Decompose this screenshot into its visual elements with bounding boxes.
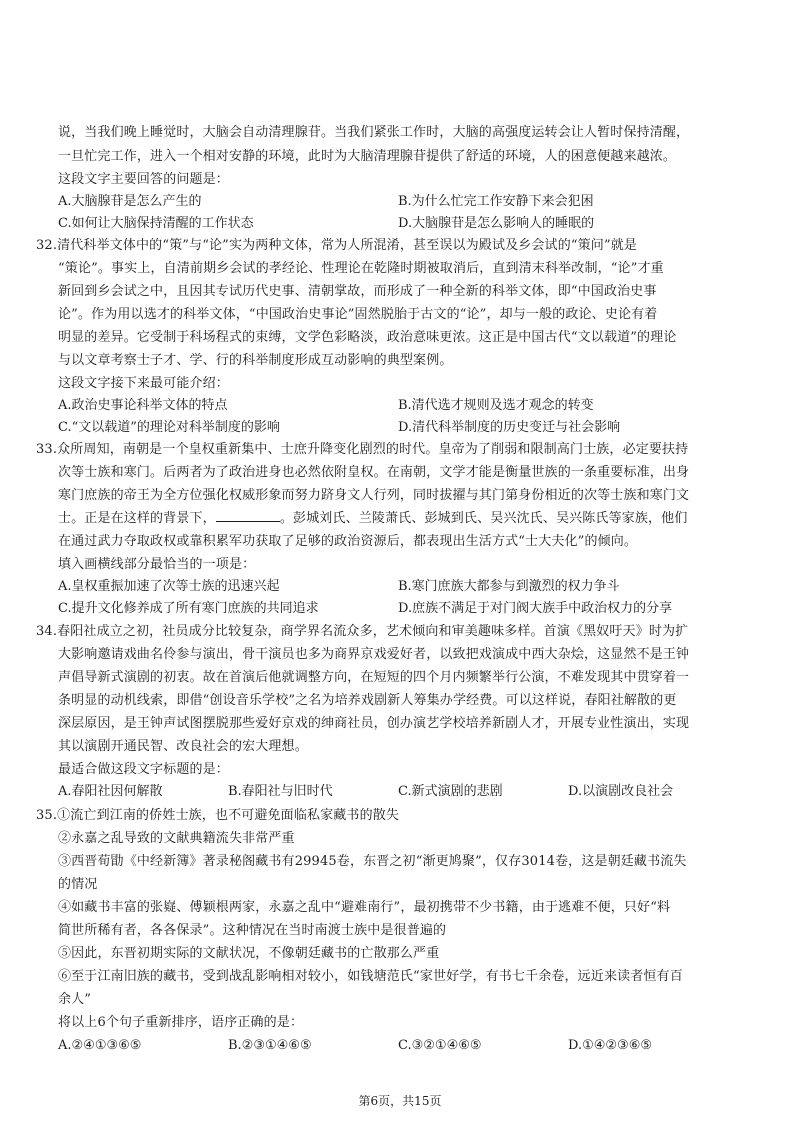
passage-text: 士。正是在这样的背景下， xyxy=(58,511,216,526)
option-c: C.提升文化修养成了所有寒门庶族的共同追求 xyxy=(58,601,319,616)
passage-line: 33.众所周知，南朝是一个皇权重新集中、士庶升降变化剧烈的时代。皇帝为了削弱和限制高门士族，必定要扶持 xyxy=(36,442,689,457)
fill-blank xyxy=(216,509,280,522)
question-prompt: 这段文字接下来最可能介绍： xyxy=(58,376,229,391)
sentence-line: 35.①流亡到江南的侨姓士族，也不可避免面临私家藏书的散失 xyxy=(36,808,400,823)
passage-line: 说，当我们晚上睡觉时，大脑会自动清理腺苷。当我们紧张工作时，大脑的高强度运转会让人暂时保持清醒， xyxy=(58,125,690,140)
passage-line: 大影响邀请戏曲名伶参与演出，骨干演员也多为商界京戏爱好者，以致把戏演成中西大杂烩，这显然不是王钟 xyxy=(58,647,690,662)
passage-line: 32.清代科举文体中的“策”与“论”实为两种文体，常为人所混淆，甚至误以为殿试及乡会试的“策问”就是 xyxy=(36,238,638,253)
sentence-line: 余人” xyxy=(58,992,92,1007)
sentence-line: ⑤因此，东晋初期实际的文献状况，不像朝廷藏书的亡散那么严重 xyxy=(58,946,440,961)
page-footer: 第6页，共15页 xyxy=(358,1094,442,1108)
passage-line: 条明显的动机线索，即借“创设音乐学校”之名为培养戏剧新人筹集办学经费。可以这样说，春阳社解散的更 xyxy=(58,693,677,708)
option-c: C.③②①④⑥⑤ xyxy=(398,1038,482,1053)
question-prompt: 这段文字主要回答的问题是： xyxy=(58,172,229,187)
option-c: C.如何让大脑保持清醒的工作状态 xyxy=(58,216,254,231)
option-d: D.庶族不满足于对门阀大族手中政治权力的分享 xyxy=(398,601,673,616)
option-a: A.皇权重振加速了次等士族的迅速兴起 xyxy=(58,579,280,594)
passage-line: 新回到乡会试之中，且因其专试历代史事、清朝掌故，而形成了一种全新的科举文体，即“中国政治史事 xyxy=(58,284,657,299)
sentence-line: 的情况 xyxy=(58,877,98,892)
sentence-line: ②永嘉之乱导致的文献典籍流失非常严重 xyxy=(58,831,295,846)
option-b: B.为什么忙完工作安静下来会犯困 xyxy=(398,194,594,209)
option-b: B.②③①④⑥⑤ xyxy=(228,1038,312,1053)
question-prompt: 最适合做这段文字标题的是： xyxy=(58,762,229,777)
option-a: A.春阳社因何解散 xyxy=(58,784,163,799)
sentence-line: 简世所稀有者，各各保录”。这种情况在当时南渡士族中是很普遍的 xyxy=(58,923,447,938)
option-d: D.大脑腺苷是怎么影响人的睡眠的 xyxy=(398,216,595,231)
option-b: B.清代选才规则及选才观念的转变 xyxy=(398,398,594,413)
option-c: C.“文以载道”的理论对科举制度的影响 xyxy=(58,420,280,435)
question-prompt: 将以上6个句子重新排序，语序正确的是： xyxy=(58,1015,304,1030)
option-b: B.寒门庶族大都参与到激烈的权力争斗 xyxy=(398,579,620,594)
option-a: A.大脑腺苷是怎么产生的 xyxy=(58,194,202,209)
passage-line: 其以演剧开通民智、改良社会的宏大理想。 xyxy=(58,739,308,754)
passage-line: 明显的差异。它受制于科场程式的束缚，文学色彩略淡，政治意味更浓。这正是中国古代“文以载道”的理论 xyxy=(58,330,677,345)
option-d: D.以演剧改良社会 xyxy=(568,784,674,799)
option-a: A.②④①③⑥⑤ xyxy=(58,1038,142,1053)
option-a: A.政治史事论科举文体的特点 xyxy=(58,398,228,413)
passage-text: 。彭城刘氏、兰陵萧氏、彭城到氏、吴兴沈氏、吴兴陈氏等家族，他们 xyxy=(279,511,688,526)
passage-line: 次等士族和寒门。后两者为了政治进身也必然依附皇权。在南朝，文学才能是衡量世族的一条重要标准，出身 xyxy=(58,465,690,480)
option-d: D.①④②③⑥⑤ xyxy=(568,1038,653,1053)
sentence-line: ⑥至于江南旧族的藏书，受到战乱影响相对较小，如钱塘范氏“家世好学，有书七千余卷，远近来读者恒有百 xyxy=(58,969,683,984)
option-b: B.春阳社与旧时代 xyxy=(228,784,333,799)
sentence-line: ③西晋荀勖《中经新簿》著录秘阁藏书有29945卷，东晋之初“渐更鸠聚”，仅存3014卷，这是朝廷藏书流失 xyxy=(58,854,687,869)
passage-line: 与以文章考察士子才、学、行的科举制度形成互动影响的典型案例。 xyxy=(58,353,453,368)
passage-line: 声倡导新式演剧的初衷。故在首演后他就调整方向，在短短的四个月内频繁举行公演，不难发现其中贯穿着一 xyxy=(58,670,690,685)
sentence-line: ④如藏书丰富的张嶷、傅颖根两家，永嘉之乱中“避难南行”，最初携带不少书籍，由于逃难不便，只好“料 xyxy=(58,900,671,915)
passage-line: 寒门庶族的帝王为全方位强化权威形象而努力跻身文人行列，同时拔擢与其门第身份相近的次等士族和寒门文 xyxy=(58,488,690,503)
passage-line: 一旦忙完工作，进入一个相对安静的环境，此时为大脑清理腺苷提供了舒适的环境，人的困意便越来越浓。 xyxy=(58,149,677,164)
passage-line: “策论”。事实上，自清前期乡会试的孝经论、性理论在乾隆时期被取消后，直到清末科举改制，“论”才重 xyxy=(58,261,664,276)
question-prompt: 填入画横线部分最恰当的一项是： xyxy=(58,557,256,572)
option-d: D.清代科举制度的历史变迁与社会影响 xyxy=(398,420,621,435)
passage-line: 在通过武力夺取政权或靠积累军功获取了足够的政治资源后，都表现出生活方式“士大夫化”的倾向。 xyxy=(58,534,638,549)
passage-line: 论”。作为用以选才的科举文体，“中国政治史事论”固然脱胎于古文的“论”，却与一般的政论、史论有着 xyxy=(58,307,658,322)
passage-line xyxy=(58,509,687,529)
passage-line: 深层原因，是王钟声试图摆脱那些爱好京戏的绅商社员，创办演艺学校培养新剧人才，开展专业性演出，实现 xyxy=(58,716,690,731)
passage-line: 34.春阳社成立之初，社员成分比较复杂，商学界名流众多，艺术倾向和审美趣味多样。首演《黑奴吁天》时为扩 xyxy=(36,624,689,639)
option-c: C.新式演剧的悲剧 xyxy=(398,784,503,799)
